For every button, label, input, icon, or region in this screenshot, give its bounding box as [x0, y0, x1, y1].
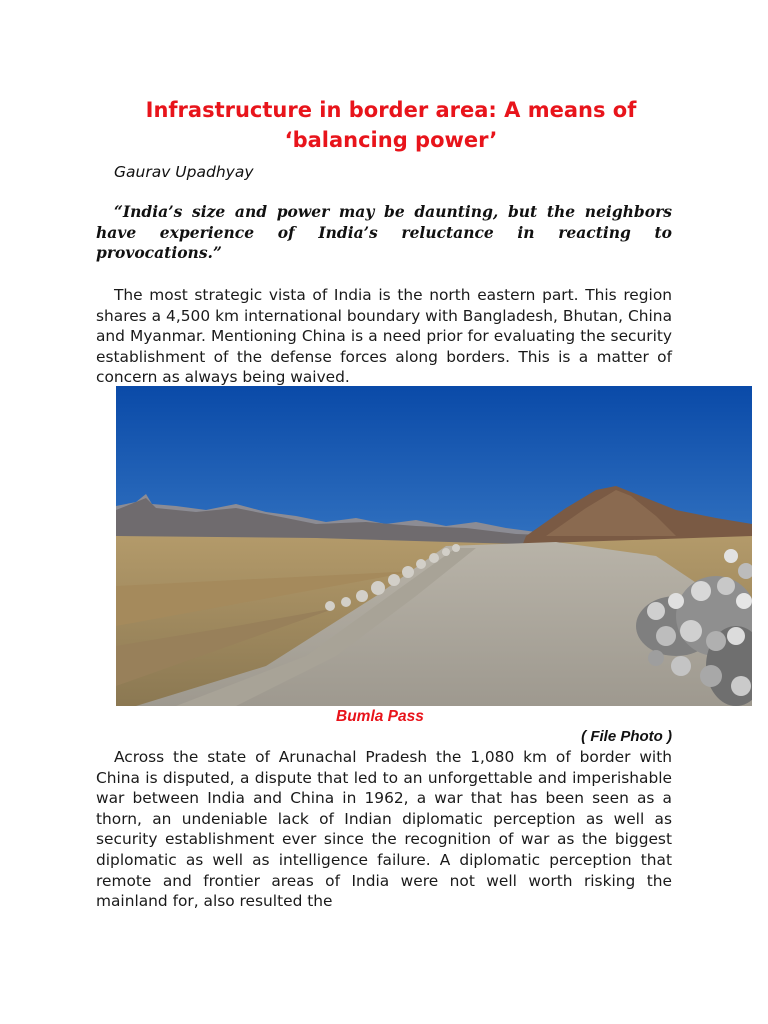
- paragraph-1: The most strategic vista of India is the north eastern part. This region shares a 4,500 km international boundary with Bangladesh, Bhutan, China and Myanmar. Mentioning China is a need prior for evaluating the security establishment of the defense forces along borders. This is a matter of concern as always being waived.: [96, 286, 672, 387]
- photo-credit: ( File Photo ): [581, 728, 672, 745]
- article-author: Gaurav Upadhyay: [114, 163, 254, 181]
- article-title: Infrastructure in border area: A means of ‘balancing power’: [145, 98, 637, 152]
- pull-quote: “India’s size and power may be daunting, but the neighbors have experience of India’s reluctance in reacting to provocations.”: [96, 202, 672, 262]
- landscape-image: [116, 386, 752, 706]
- bumla-pass-photo: [116, 386, 752, 706]
- paragraph-2: Across the state of Arunachal Pradesh the 1,080 km of border with China is disputed, a dispute that led to an unforgettable and imperishable war between India and China in 1962, a war that has been seen as a thorn, an undeniable lack of Indian diplomatic perception as well as security establishment ever since the recognition of war as the biggest diplomatic as well as intelligence failure. A diplomatic perception that remote and frontier areas of India were not well worth risking the mainland for, also resulted the: [96, 748, 672, 911]
- photo-caption: Bumla Pass: [336, 708, 424, 725]
